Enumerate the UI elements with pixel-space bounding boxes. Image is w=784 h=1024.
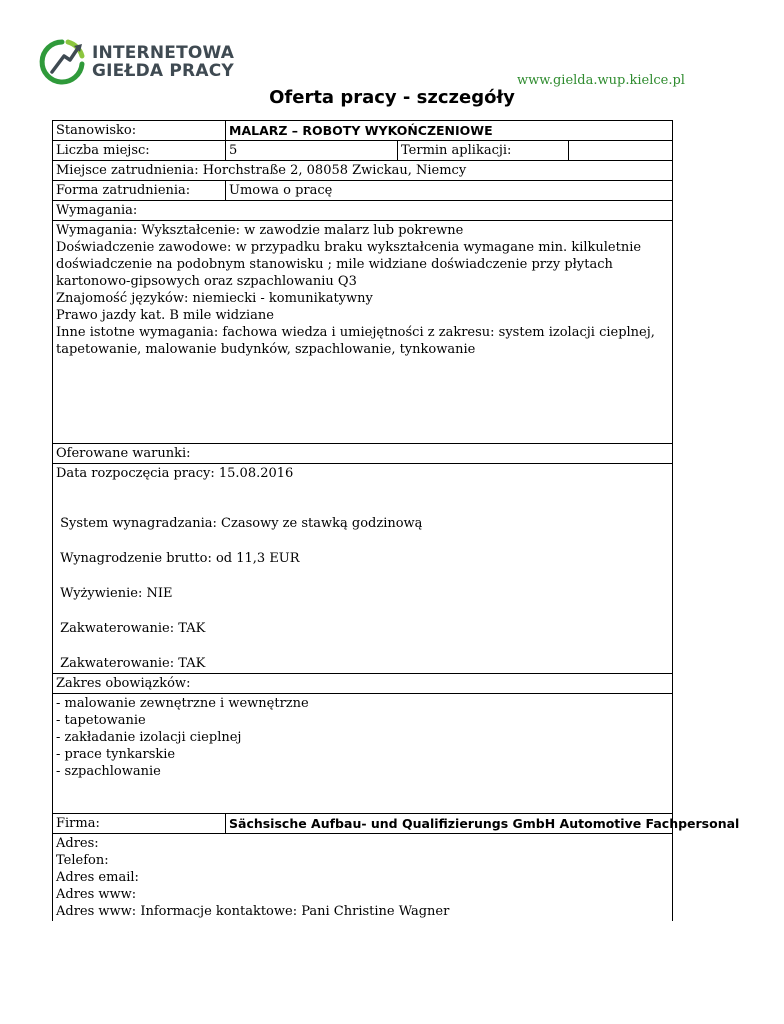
requirements-row (53, 221, 673, 444)
conditions-header-row (53, 444, 673, 464)
duty-item: - szpachlowanie (56, 764, 161, 779)
accommodation: Zakwaterowanie: TAK (56, 621, 206, 636)
requirements-line: kartonowo-gipsowych oraz szpachlowaniu Q3 (56, 274, 357, 289)
offer-table (52, 120, 740, 921)
requirements-line: tapetowanie, malowanie budynków, szpachlowanie, tynkowanie (56, 342, 476, 357)
count-value: 5 (226, 141, 398, 161)
form-row (53, 181, 673, 201)
conditions-row (53, 464, 673, 674)
duties-row (53, 694, 673, 814)
accommodation: Zakwaterowanie: TAK (56, 656, 206, 671)
salary: Wynagrodzenie brutto: od 11,3 EUR (56, 551, 300, 566)
form-value: Umowa o pracę (226, 181, 673, 201)
website-url[interactable]: www.gielda.wup.kielce.pl (517, 73, 685, 88)
contact-email: Adres email: (56, 870, 139, 885)
contact-text (53, 834, 673, 922)
contact-row (53, 834, 673, 922)
position-row (53, 121, 673, 141)
location-row (53, 161, 673, 181)
duties-header-row (53, 674, 673, 694)
conditions-label: Oferowane warunki: (53, 444, 673, 464)
company-label: Firma: (53, 814, 226, 834)
contact-phone: Telefon: (56, 853, 109, 868)
duties-label: Zakres obowiązków: (53, 674, 673, 694)
location-text: Miejsce zatrudnienia: Horchstraße 2, 08058 Zwickau, Niemcy (53, 161, 673, 181)
requirements-label: Wymagania: (53, 201, 673, 221)
logo-line-1: INTERNETOWA (92, 43, 235, 63)
requirements-header-row (53, 201, 673, 221)
contact-info: Adres www: Informacje kontaktowe: Pani Christine Wagner (56, 904, 450, 919)
count-row (53, 141, 673, 161)
company-row (53, 814, 673, 834)
requirements-line: Inne istotne wymagania: fachowa wiedza i umiejętności z zakresu: system izolacji cieplnej, (56, 325, 655, 340)
logo-text (92, 44, 234, 80)
duties-text (53, 694, 673, 814)
requirements-text (53, 221, 673, 444)
start-date: Data rozpoczęcia pracy: 15.08.2016 (56, 466, 294, 481)
contact-address: Adres: (56, 836, 99, 851)
position-label: Stanowisko: (53, 121, 226, 141)
contact-www: Adres www: (56, 887, 137, 902)
requirements-line: Doświadczenie zawodowe: w przypadku braku wykształcenia wymagane min. kilkuletnie (56, 240, 642, 255)
pay-system: System wynagradzania: Czasowy ze stawką godzinową (56, 516, 423, 531)
form-label: Forma zatrudnienia: (53, 181, 226, 201)
deadline-value (569, 141, 673, 161)
duty-item: - zakładanie izolacji cieplnej (56, 730, 242, 745)
requirements-line: Znajomość języków: niemiecki - komunikatywny (56, 291, 373, 306)
logo-line-2: GIEŁDA PRACY (92, 61, 234, 81)
duty-item: - malowanie zewnętrzne i wewnętrzne (56, 696, 309, 711)
conditions-text (53, 464, 673, 674)
requirements-line: doświadczenie na podobnym stanowisku ; mile widziane doświadczenie przy płytach (56, 257, 613, 272)
requirements-line: Prawo jazdy kat. B mile widziane (56, 308, 274, 323)
position-value: MALARZ – ROBOTY WYKOŃCZENIOWE (226, 121, 673, 141)
page-title: Oferta pracy - szczegóły (269, 87, 515, 108)
requirements-line: Wymagania: Wykształcenie: w zawodzie malarz lub pokrewne (56, 223, 464, 238)
food: Wyżywienie: NIE (56, 586, 173, 601)
deadline-label: Termin aplikacji: (398, 141, 569, 161)
duty-item: - tapetowanie (56, 713, 146, 728)
company-value: Sächsische Aufbau- und Qualifizierungs GmbH Automotive Fachpersonal (226, 814, 673, 834)
duty-item: - prace tynkarskie (56, 747, 176, 762)
count-label: Liczba miejsc: (53, 141, 226, 161)
